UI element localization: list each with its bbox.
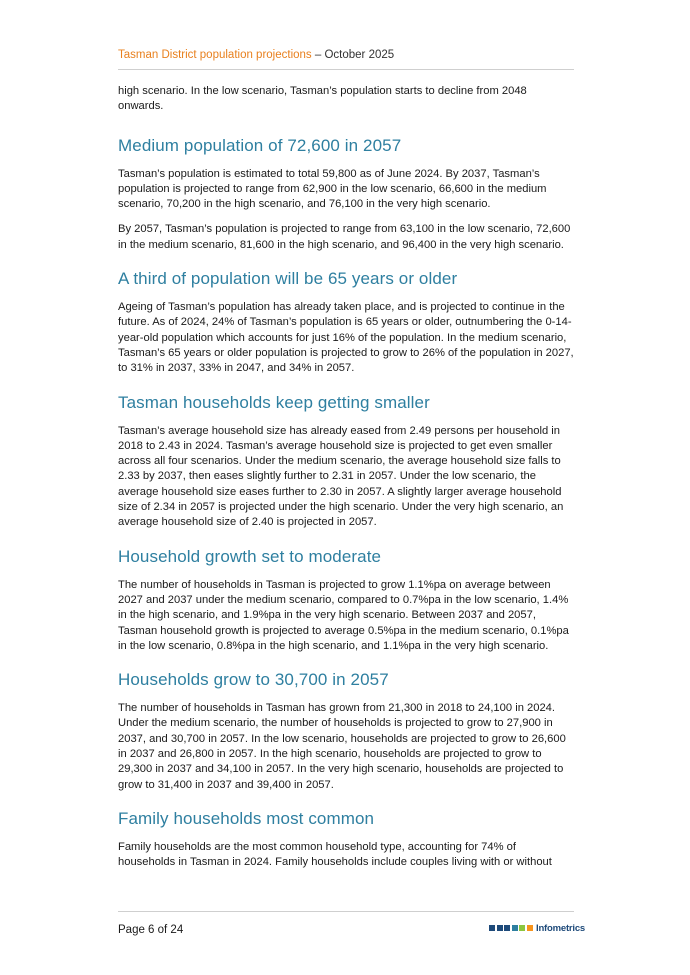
section-heading-medium-population: Medium population of 72,600 in 2057 <box>118 135 402 155</box>
page-number: Page 6 of 24 <box>118 924 184 936</box>
logo-square-icon <box>497 925 503 931</box>
paragraph: Tasman’s population is estimated to total 59,800 as of June 2024. By 2037, Tasman’s population is projected to range from 62,900 in the low scenario, 66,600 in the medium scenario, 70,200 in the high scenario, and 76,100 in the very high scenario. <box>118 167 547 211</box>
footer-divider <box>118 911 574 912</box>
header-separator: – <box>311 49 325 61</box>
header-divider <box>118 69 574 70</box>
logo-square-icon <box>512 925 518 931</box>
section-heading-family-households: Family households most common <box>118 808 375 828</box>
paragraph: high scenario. In the low scenario, Tasman’s population starts to decline from 2048 onwards. <box>118 85 527 113</box>
paragraph: Family households are the most common household type, accounting for 74% of households in Tasman in 2024. Family households include couples living with or without <box>118 840 552 869</box>
header-title: Tasman District population projections <box>118 49 312 61</box>
logo-square-icon <box>519 925 525 931</box>
paragraph: The number of households in Tasman has grown from 21,300 in 2018 to 24,100 in 2024. Under the medium scenario, the number of households is projected to grow to 27,900 in 2037, and 30,700 in 2057. In the low scenario, households are projected to grow to 26,600 in 2037 and 26,800 in 2057. In the high scenario, households are projected to grow to 29,300 in 2037 and 34,100 in 2057. In the very high scenario, households are projected to grow to 31,400 in 2037 and 39,400 in 2057. <box>118 702 566 791</box>
logo-text: Infometrics <box>536 922 586 934</box>
running-header <box>118 47 574 63</box>
paragraph: The number of households in Tasman is projected to grow 1.1%pa on average between 2027 and 2037 under the medium scenario, compared to 0.7%pa in the low scenario, 1.4% in the high scenario, and 1.9%pa in the very high scenario. Between 2037 and 2057, Tasman household growth is projected to average 0.5%pa in the medium scenario, 0.1%pa in the low scenario, 0.8%pa in the high scenario, and 1.1%pa in the very high scenario. <box>118 578 569 652</box>
section-heading-household-size: Tasman households keep getting smaller <box>118 392 430 412</box>
paragraph: Ageing of Tasman’s population has already taken place, and is projected to continue in the future. As of 2024, 24% of Tasman’s population is 65 years or older, outnumbering the 0-14-year-old population which accounts for just 16% of the population. In the medium scenario, Tasman’s 65 years or older population is projected to grow to 26% of the population in 2027, to 31% in 2037, 33% in 2047, and 34% in 2057. <box>118 301 574 375</box>
infometrics-logo <box>489 921 585 935</box>
logo-square-icon <box>504 925 510 931</box>
paragraph: By 2057, Tasman’s population is projected to range from 63,100 in the low scenario, 72,600 in the medium scenario, 81,600 in the high scenario, and 96,400 in the very high scenario. <box>118 223 571 251</box>
section-heading-household-growth: Household growth set to moderate <box>118 546 382 566</box>
section-heading-households-2057: Households grow to 30,700 in 2057 <box>118 670 389 690</box>
page-content <box>118 84 574 871</box>
header-date: October 2025 <box>324 49 395 61</box>
section-heading-ageing: A third of population will be 65 years or older <box>118 269 458 289</box>
logo-square-icon <box>527 925 533 931</box>
paragraph: Tasman’s average household size has already eased from 2.49 persons per household in 2018 to 2.43 in 2024. Tasman’s average household size is projected to get even smaller across all four scenarios. Under the medium scenario, the average household size falls to 2.33 by 2037, then eases slightly further to 2.31 in 2057. Under the low scenario, the average household size eases further to 2.30 in 2057. A slightly larger average household size of 2.34 in 2057 is projected under the high scenario. Under the very high scenario, an average household size of 2.40 is projected in 2057. <box>118 424 564 529</box>
logo-square-icon <box>489 925 495 931</box>
